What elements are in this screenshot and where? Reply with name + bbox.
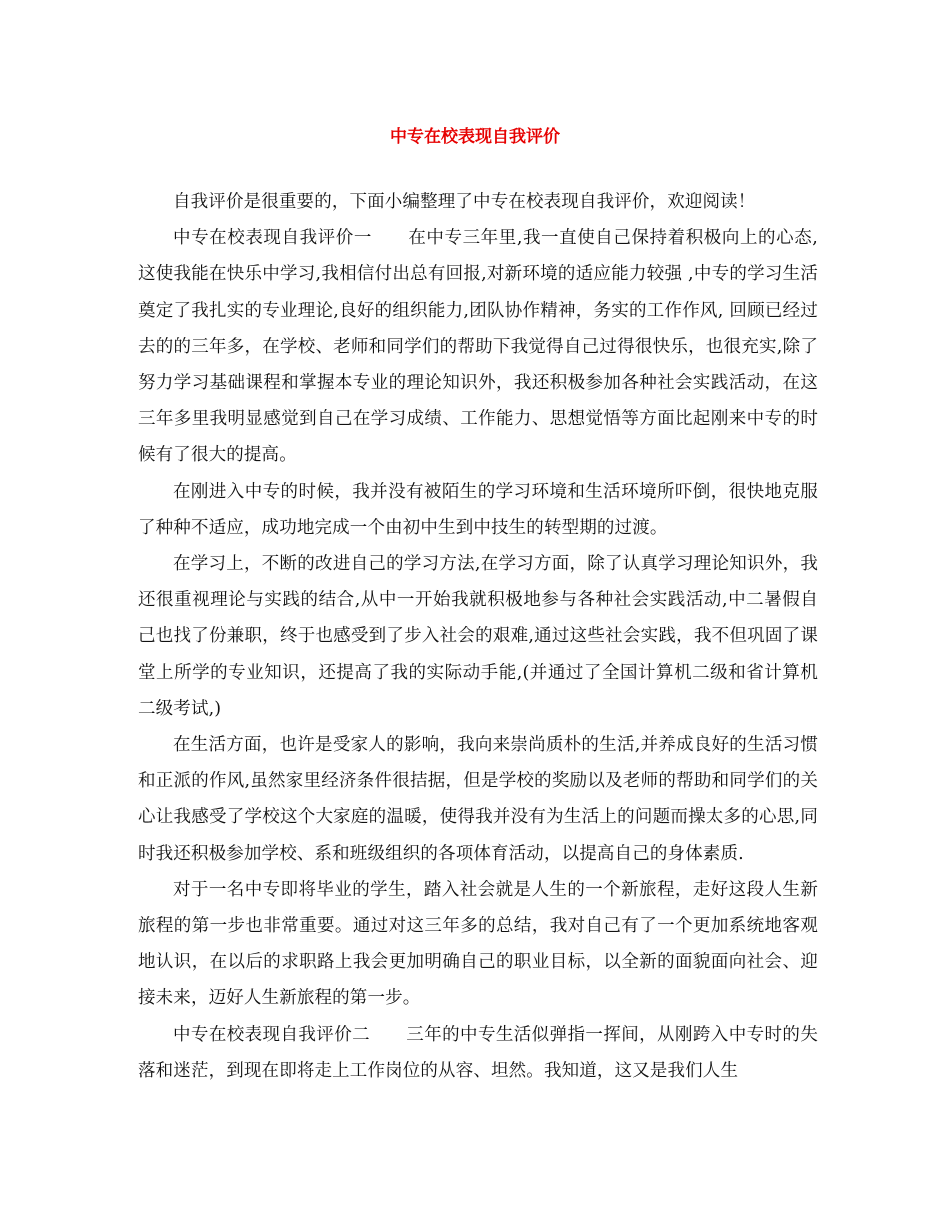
- paragraph-text: 对于一名中专即将毕业的学生，踏入社会就是人生的一个新旅程，走好这段人生新旅程的第一步也非常重要。通过对这三年多的总结，我对自己有了一个更加系统地客观地认识，在以后的求职路上我会更加明确自己的职业目标，以全新的面貌面向社会、迎接未来，迈好人生新旅程的第一步。: [138, 879, 818, 1009]
- paragraph-section-two: [138, 1017, 818, 1089]
- document-body: [138, 184, 818, 1089]
- paragraph-adaptation: [138, 474, 818, 546]
- paragraph-text: 在中专三年里,我一直使自己保持着积极向上的心态,这使我能在快乐中学习,我相信付出总有回报,对新环境的适应能力较强 ,中专的学习生活奠定了我扎实的专业理论,良好的组织能力,团队协作精神，务实的工作作风, 回顾已经过去的的三年多，在学校、老师和同学们的帮助下我觉得自己过得很快乐，也很充实,除了努力学习基础课程和掌握本专业的理论知识外，我还积极参加各种社会实践活动，在这三年多里我明显感觉到自己在学习成绩、工作能力、思想觉悟等方面比起刚来中专的时候有了很大的提高。: [138, 228, 818, 466]
- section-heading: 中专在校表现自我评价一: [173, 228, 372, 249]
- document-title: 中专在校表现自我评价: [390, 127, 560, 147]
- paragraph-future: [138, 872, 818, 1017]
- paragraph-text: 在学习上，不断的改进自己的学习方法,在学习方面，除了认真学习理论知识外，我还很重视理论与实践的结合,从中一开始我就积极地参与各种社会实践活动,中二暑假自己也找了份兼职，终于也感受到了步入社会的艰难,通过这些社会实践，我不但巩固了课堂上所学的专业知识，还提高了我的实际动手能,(并通过了全国计算机二级和省计算机二级考试,): [138, 554, 818, 719]
- paragraph-study: [138, 546, 818, 727]
- section-heading: 中专在校表现自我评价二: [173, 1024, 371, 1045]
- paragraph-text: 自我评价是很重要的，下面小编整理了中专在校表现自我评价，欢迎阅读！: [173, 192, 756, 212]
- paragraph-text: 在刚进入中专的时候，我并没有被陌生的学习环境和生活环境所吓倒，很快地克服了种种不适应，成功地完成一个由初中生到中技生的转型期的过渡。: [138, 481, 818, 538]
- paragraph-text: 在生活方面，也许是受家人的影响，我向来崇尚质朴的生活,并养成良好的生活习惯和正派的作风,虽然家里经济条件很拮据，但是学校的奖励以及老师的帮助和同学们的关心让我感受了学校这个大家庭的温暖，使得我并没有为生活上的问题而操太多的心思,同时我还积极参加学校、系和班级组织的各项体育活动，以提高自己的身体素质.: [138, 735, 818, 864]
- paragraph-life: [138, 727, 818, 872]
- paragraph-section-one: [138, 220, 818, 473]
- paragraph-text: 三年的中专生活似弹指一挥间，从刚跨入中专时的失落和迷茫，到现在即将走上工作岗位的从容、坦然。我知道，这又是我们人生: [138, 1024, 818, 1081]
- paragraph-intro: [138, 184, 818, 220]
